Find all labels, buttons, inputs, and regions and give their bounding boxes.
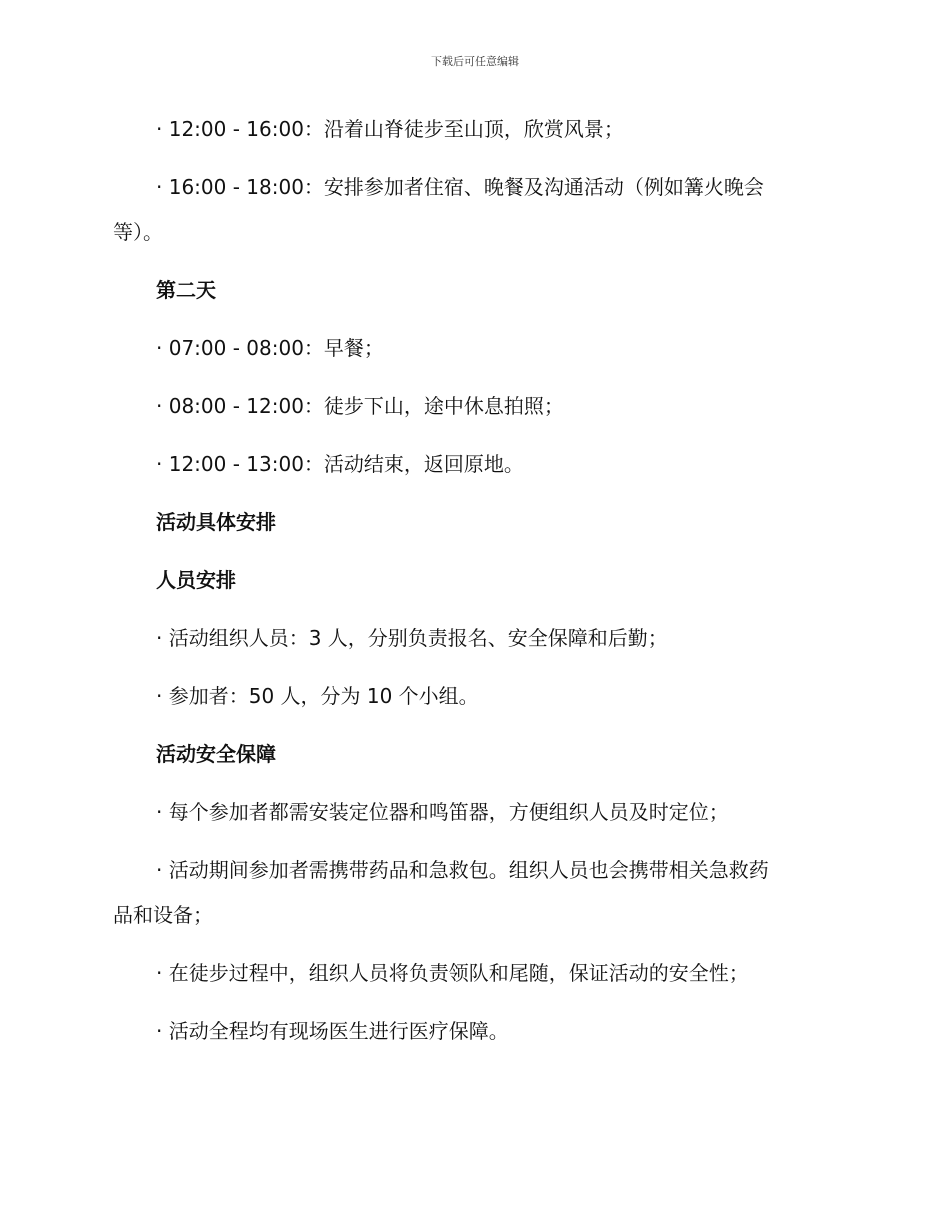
schedule-item-continuation: 等）。 <box>113 220 163 244</box>
schedule-item: · 16:00 - 18:00：安排参加者住宿、晚餐及沟通活动（例如篝火晚会 <box>156 175 764 199</box>
list-item: · 每个参加者都需安装定位器和鸣笛器，方便组织人员及时定位； <box>156 800 729 824</box>
list-item: · 在徒步过程中，组织人员将负责领队和尾随，保证活动的安全性； <box>156 961 749 985</box>
schedule-item: · 07:00 - 08:00：早餐； <box>156 336 384 360</box>
schedule-item: · 08:00 - 12:00：徒步下山，途中休息拍照； <box>156 394 564 418</box>
list-item-continuation: 品和设备； <box>113 903 213 927</box>
section-heading: 活动安全保障 <box>156 742 276 766</box>
list-item: · 参加者：50 人，分为 10 个小组。 <box>156 684 479 708</box>
page-header-note: 下载后可任意编辑 <box>431 55 519 68</box>
schedule-item: · 12:00 - 16:00：沿着山脊徒步至山顶，欣赏风景； <box>156 117 624 141</box>
schedule-item: · 12:00 - 13:00：活动结束，返回原地。 <box>156 452 524 476</box>
section-heading: 活动具体安排 <box>156 510 276 534</box>
list-item: · 活动期间参加者需携带药品和急救包。组织人员也会携带相关急救药 <box>156 858 769 882</box>
document-body <box>113 111 825 1046</box>
section-heading: 人员安排 <box>156 568 236 592</box>
section-heading: 第二天 <box>156 278 216 302</box>
list-item: · 活动组织人员：3 人，分别负责报名、安全保障和后勤； <box>156 626 668 650</box>
list-item: · 活动全程均有现场医生进行医疗保障。 <box>156 1019 509 1043</box>
